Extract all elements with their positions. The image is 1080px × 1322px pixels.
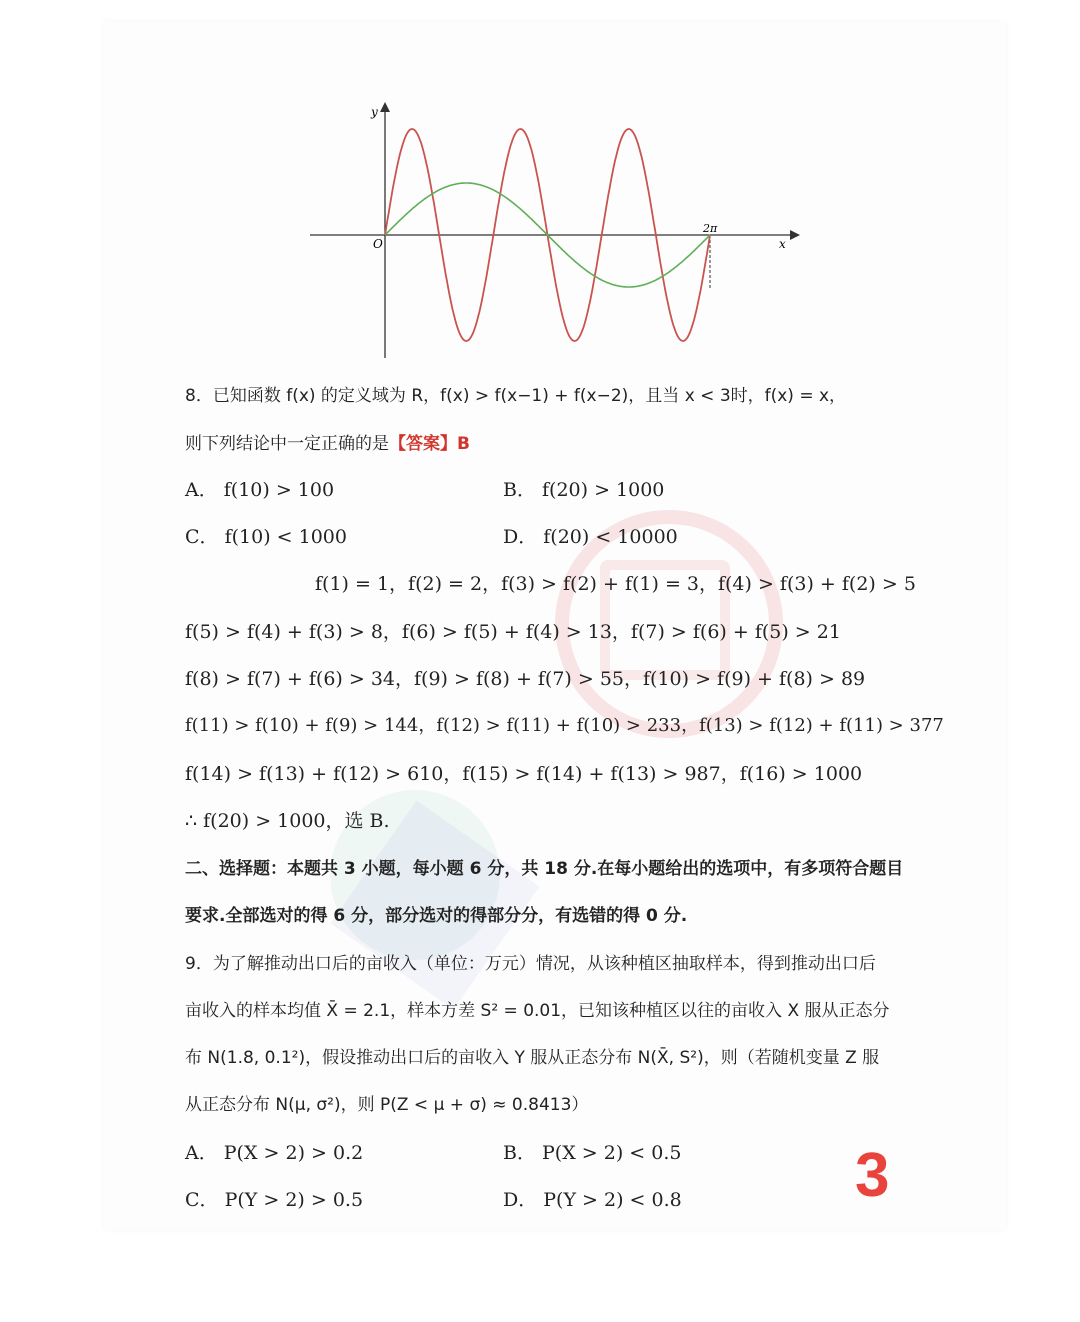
q9-option-d: D． P(Y > 2) < 0.8 xyxy=(503,1189,682,1211)
q8-option-a: A． f(10) > 100 xyxy=(185,479,335,501)
x-axis-arrow xyxy=(790,230,800,240)
q9-stem-line2: 亩收入的样本均值 X̄ = 2.1，样本方差 S² = 0.01，已知该种植区以往的亩收入 X 服从正态分 xyxy=(185,1001,890,1021)
y-axis-label: y xyxy=(371,105,378,119)
q8-option-b: B． f(20) > 1000 xyxy=(503,479,665,501)
q8-solution-line6: ∴ f(20) > 1000，选 B. xyxy=(185,810,390,832)
q9-stem-line1: 9．为了解推动出口后的亩收入（单位：万元）情况，从该种植区抽取样本，得到推动出口后 xyxy=(185,954,876,974)
two-pi-label: 2π xyxy=(703,222,718,235)
section2-heading-line2: 要求.全部选对的得 6 分，部分选对的得部分分，有选错的得 0 分. xyxy=(185,906,688,926)
q8-solution-line4: f(11) > f(10) + f(9) > 144，f(12) > f(11) + f(10) > 233，f(13) > f(12) + f(11) > 377 xyxy=(185,715,944,736)
origin-label: O xyxy=(373,237,383,251)
q9-stem-line4: 从正态分布 N(μ, σ²)，则 P(Z < μ + σ) ≈ 0.8413） xyxy=(185,1095,589,1115)
q8-solution-line2: f(5) > f(4) + f(3) > 8，f(6) > f(5) + f(4) > 13，f(7) > f(6) + f(5) > 21 xyxy=(185,621,841,643)
q9-option-a: A． P(X > 2) > 0.2 xyxy=(185,1142,364,1164)
x-axis-label: x xyxy=(779,237,786,251)
q8-answer: 【答案】B xyxy=(389,434,470,454)
sine-graph xyxy=(305,98,805,368)
section2-heading-line1: 二、选择题：本题共 3 小题，每小题 6 分，共 18 分.在每小题给出的选项中，有多项符合题目 xyxy=(185,859,904,879)
q8-option-d: D． f(20) < 10000 xyxy=(503,526,678,548)
q8-solution-line5: f(14) > f(13) + f(12) > 610，f(15) > f(14) + f(13) > 987，f(16) > 1000 xyxy=(185,763,863,785)
q8-option-c: C． f(10) < 1000 xyxy=(185,526,347,548)
page-number: 3 xyxy=(855,1141,890,1210)
q9-option-b: B． P(X > 2) < 0.5 xyxy=(503,1142,682,1164)
y-axis-arrow xyxy=(380,102,390,112)
q8-stem-text: 则下列结论中一定正确的是 xyxy=(185,434,389,454)
q9-option-c: C． P(Y > 2) > 0.5 xyxy=(185,1189,364,1211)
q8-solution-line3: f(8) > f(7) + f(6) > 34，f(9) > f(8) + f(7) > 55，f(10) > f(9) + f(8) > 89 xyxy=(185,668,866,690)
q8-stem-line2 xyxy=(185,430,470,458)
q8-stem-line1: 8．已知函数 f(x) 的定义域为 R，f(x) > f(x−1) + f(x−2)，且当 x < 3时，f(x) = x， xyxy=(185,386,847,406)
q8-solution-line1: f(1) = 1，f(2) = 2，f(3) > f(2) + f(1) = 3，f(4) > f(3) + f(2) > 5 xyxy=(315,573,916,595)
q9-stem-line3: 布 N(1.8, 0.1²)，假设推动出口后的亩收入 Y 服从正态分布 N(X̄, S²)，则（若随机变量 Z 服 xyxy=(185,1048,880,1068)
